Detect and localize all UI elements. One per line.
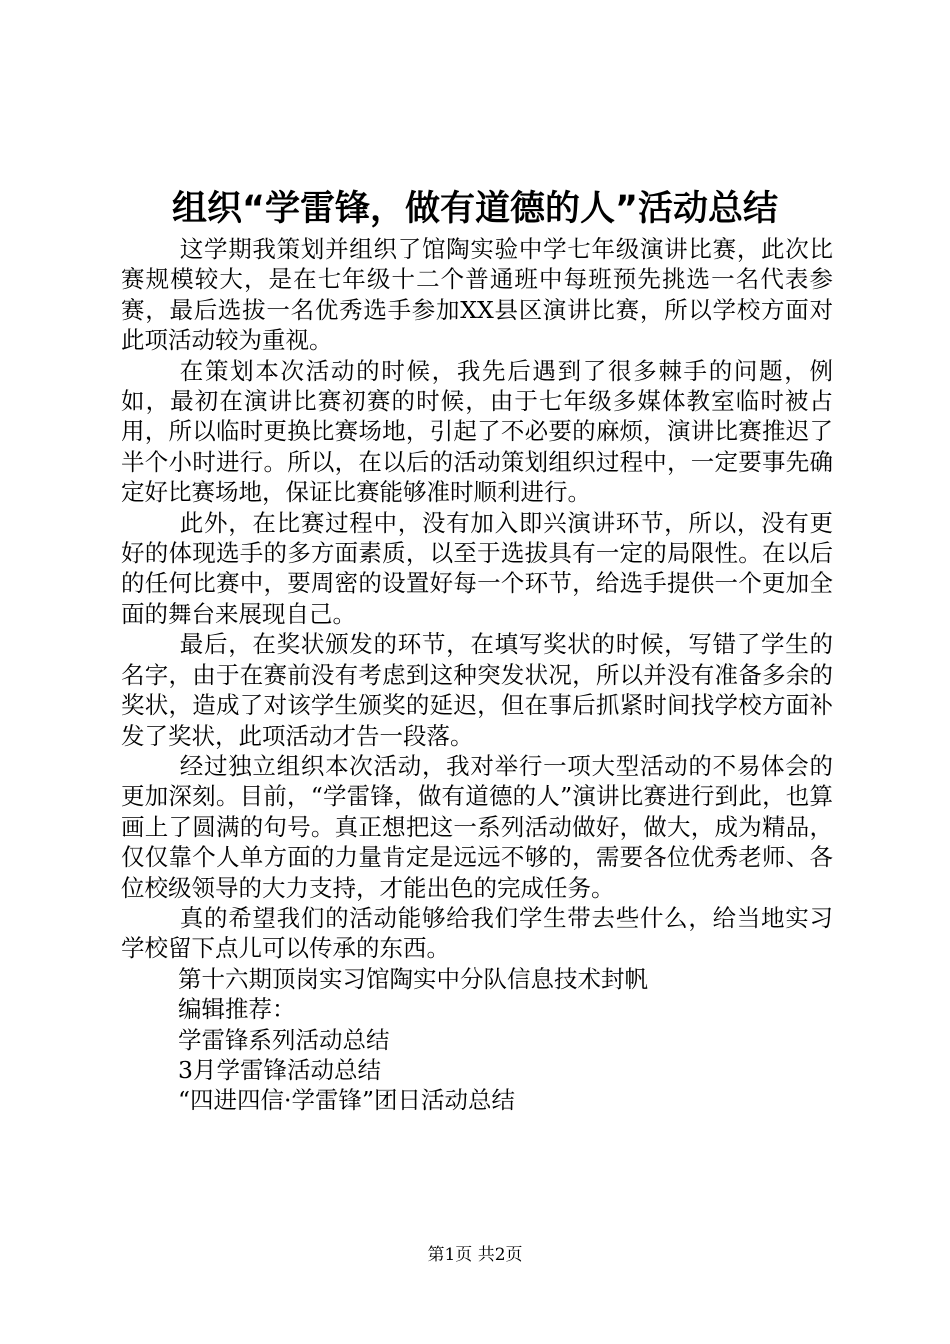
document-body [121, 234, 833, 1116]
recommendation-link[interactable]: 3月学雷锋活动总结 [178, 1055, 381, 1084]
paragraph: 此外，在比赛过程中，没有加入即兴演讲环节，所以，没有更好的体现选手的多方面素质，以至于选拔具有一定的局限性。在以后的任何比赛中，要周密的设置好每一个环节，给选手提供一个更加全面的舞台来展现自己。 [121, 508, 833, 628]
page-number: 第1页 共2页 [427, 1245, 523, 1265]
signature-line: 第十六期顶岗实习馆陶实中分队信息技术封帆 [178, 964, 648, 993]
recommendation-link[interactable]: “四进四信·学雷锋”团日活动总结 [178, 1086, 515, 1115]
recommend-label: 编辑推荐： [178, 995, 296, 1024]
paragraph: 真的希望我们的活动能够给我们学生带去些什么，给当地实习学校留下点儿可以传承的东西。 [121, 903, 833, 963]
document-title: 组织“学雷锋，做有道德的人”活动总结 [171, 189, 778, 229]
paragraph: 在策划本次活动的时候，我先后遇到了很多棘手的问题，例如，最初在演讲比赛初赛的时候，由于七年级多媒体教室临时被占用，所以临时更换比赛场地，引起了不必要的麻烦，演讲比赛推迟了半个小时进行。所以，在以后的活动策划组织过程中，一定要事先确定好比赛场地，保证比赛能够准时顺利进行。 [121, 356, 833, 507]
recommendation-link[interactable]: 学雷锋系列活动总结 [178, 1025, 390, 1054]
paragraph: 这学期我策划并组织了馆陶实验中学七年级演讲比赛，此次比赛规模较大，是在七年级十二个普通班中每班预先挑选一名代表参赛，最后选拔一名优秀选手参加XX县区演讲比赛，所以学校方面对此项活动较为重视。 [121, 235, 833, 355]
paragraph: 经过独立组织本次活动，我对举行一项大型活动的不易体会的更加深刻。目前，“学雷锋，做有道德的人”演讲比赛进行到此，也算画上了圆满的句号。真正想把这一系列活动做好，做大，成为精品，仅仅靠个人单方面的力量肯定是远远不够的，需要各位优秀老师、各位校级领导的大力支持，才能出色的完成任务。 [121, 751, 833, 902]
paragraph: 最后，在奖状颁发的环节，在填写奖状的时候，写错了学生的名字，由于在赛前没有考虑到这种突发状况，所以并没有准备多余的奖状，造成了对该学生颁奖的延迟，但在事后抓紧时间找学校方面补发了奖状，此项活动才告一段落。 [121, 630, 833, 750]
